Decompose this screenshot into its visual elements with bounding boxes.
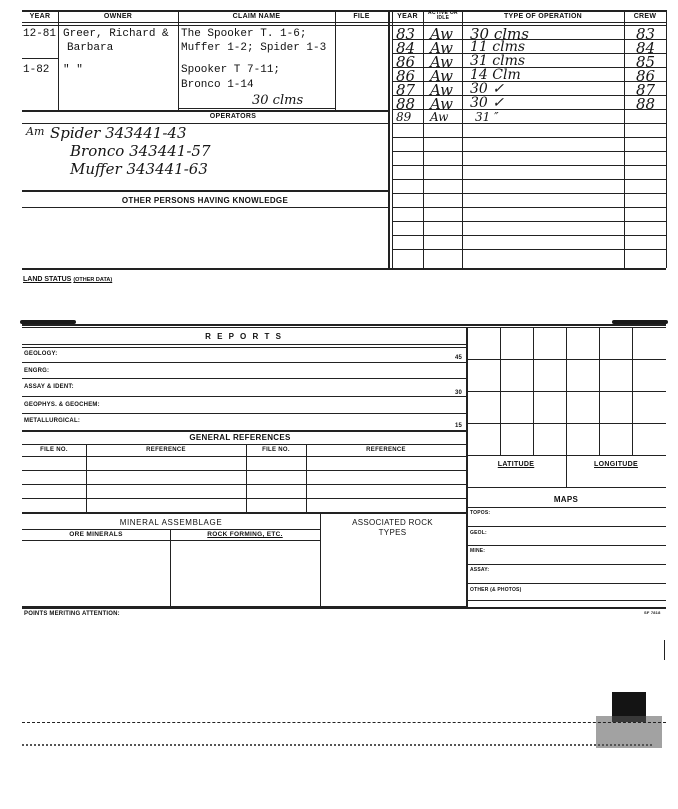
form-code: SF 7818 — [644, 610, 661, 615]
col-divider-year2 — [423, 10, 424, 268]
geology-rule — [22, 362, 466, 363]
maps-header-rule — [466, 507, 666, 508]
activity-rule-13 — [392, 207, 666, 208]
mineral-header-rule — [22, 529, 320, 530]
latlong-divider — [566, 455, 567, 487]
engrg-label: ENGRG: — [24, 368, 50, 374]
file-no-header-2: FILE NO. — [262, 447, 290, 453]
metallurgical-rule — [22, 430, 466, 432]
maps-title: MAPS — [553, 495, 579, 504]
activity-year-2: 84 — [396, 39, 416, 57]
activity-rule-8 — [392, 137, 666, 138]
activity-crew-3: 85 — [636, 53, 656, 71]
tick-15: 15 — [455, 423, 463, 429]
geology-label: GEOLOGY: — [24, 351, 58, 357]
latitude-label: LATITUDE — [497, 461, 535, 468]
activity-status-2: Aw — [430, 39, 453, 57]
operator-entry-2: Bronco 343441-57 — [70, 142, 211, 160]
gen-ref-row-2 — [22, 470, 466, 471]
activity-year-7: 89 — [396, 110, 412, 124]
header-year: YEAR — [29, 13, 51, 20]
activity-year-6: 88 — [396, 95, 416, 113]
other-persons-title: OTHER PERSONS HAVING KNOWLEDGE — [121, 196, 289, 205]
col-divider-file-double — [392, 10, 393, 268]
activity-crew-4: 86 — [636, 67, 656, 85]
col-divider-active — [462, 10, 463, 268]
row-rule-a — [22, 58, 58, 59]
assay-label: ASSAY & IDENT: — [24, 384, 74, 390]
other-persons-rule — [22, 207, 388, 208]
reports-top-border — [22, 324, 666, 326]
topos-label: TOPOS: — [470, 510, 491, 516]
activity-rule-14 — [392, 221, 666, 222]
right-border — [666, 10, 667, 268]
operators-top-rule — [22, 110, 388, 112]
header-crew: CREW — [633, 13, 657, 20]
reference-header-2: REFERENCE — [366, 447, 406, 453]
file-no-header-1: FILE NO. — [40, 447, 68, 453]
engrg-rule — [22, 378, 466, 379]
maps-top-rule — [466, 487, 666, 488]
gen-ref-row-3 — [22, 484, 466, 485]
grid-row-1 — [466, 359, 666, 360]
metallurgical-label: METALLURGICAL: — [24, 418, 81, 424]
gen-ref-col-2 — [246, 444, 247, 512]
ore-minerals-header: ORE MINERALS — [69, 531, 123, 538]
claims-bottom-rule — [178, 108, 335, 109]
header-active-idle: ACTIVE OR IDLE — [428, 10, 458, 21]
activity-operation-5: 30 ✓ — [470, 81, 504, 97]
points-top-rule — [22, 607, 666, 609]
land-status-title: LAND STATUS — [23, 276, 72, 283]
topos-rule — [466, 526, 666, 527]
activity-rule-11 — [392, 179, 666, 180]
col-divider-year — [58, 10, 59, 110]
claim-owner-3: " " — [63, 64, 83, 76]
geol-rule — [466, 545, 666, 546]
mineral-inner-divider — [170, 529, 171, 606]
scan-line-1 — [22, 722, 666, 723]
claim-year-3: 1-82 — [23, 64, 50, 76]
activity-operation-2: 11 clms — [470, 39, 526, 55]
col-divider-claim — [335, 10, 336, 110]
activity-year-5: 87 — [396, 81, 416, 99]
gen-ref-header-rule — [22, 444, 466, 445]
activity-operation-7: 31 ″ — [475, 110, 499, 124]
tick-45: 45 — [455, 355, 463, 361]
reference-header-1: REFERENCE — [146, 447, 186, 453]
activity-year-3: 86 — [396, 53, 416, 71]
mine-rule — [466, 564, 666, 565]
operator-entry-1: Spider 343441-43 — [50, 124, 187, 142]
activity-operation-6: 30 ✓ — [470, 95, 504, 111]
reports-header-rule — [22, 344, 466, 345]
gen-ref-col-3 — [306, 444, 307, 512]
scan-line-2 — [22, 744, 652, 746]
activity-year-1: 83 — [396, 25, 416, 43]
activity-rule-9 — [392, 151, 666, 152]
associated-rock-types: ASSOCIATED ROCK TYPES — [352, 518, 433, 537]
col-divider-owner — [178, 10, 179, 110]
claim-owner-2: Barbara — [67, 42, 114, 54]
activity-status-5: Aw — [430, 81, 453, 99]
claim-name-1: The Spooker T. 1-6; — [181, 28, 307, 40]
activity-crew-5: 87 — [636, 81, 656, 99]
claim-name-3: Spooker T 7-11; — [181, 64, 281, 76]
activity-operation-4: 14 Clm — [470, 67, 521, 83]
points-label: POINTS MERITING ATTENTION: — [24, 611, 120, 617]
activity-status-7: Aw — [430, 110, 449, 124]
header-claim-name: CLAIM NAME — [232, 13, 281, 20]
operator-prefix: Am — [26, 125, 45, 138]
land-status-label — [23, 276, 112, 283]
scan-mark — [664, 640, 665, 660]
mine-label: MINE: — [470, 548, 486, 554]
tick-30: 30 — [455, 390, 463, 396]
operator-entry-3: Muffer 343441-63 — [70, 160, 208, 178]
header-owner: OWNER — [103, 13, 133, 20]
activity-rule-15 — [392, 235, 666, 236]
operators-title: OPERATORS — [209, 113, 257, 120]
grid-row-2 — [466, 391, 666, 392]
other-photos-label: OTHER (& PHOTOS) — [470, 587, 522, 593]
activity-operation-1: 30 clms — [470, 25, 529, 43]
header-year2: YEAR — [397, 13, 418, 20]
mineral-col-divider — [320, 514, 321, 606]
top-border — [22, 10, 666, 12]
activity-crew-6: 88 — [636, 95, 656, 113]
header-file: FILE — [353, 13, 370, 20]
gen-ref-row-1 — [22, 456, 466, 457]
assay-map-rule — [466, 583, 666, 584]
longitude-label: LONGITUDE — [594, 461, 638, 468]
grid-row-3 — [466, 423, 666, 424]
claim-name-2: Muffer 1-2; Spider 1-3 — [181, 42, 327, 54]
reports-title: R E P O R T S — [205, 332, 283, 341]
header-rule — [22, 22, 666, 23]
maps-bottom — [466, 600, 666, 601]
col-divider-file — [388, 10, 390, 268]
col-divider-type — [624, 10, 625, 268]
reports-top-border-double — [22, 327, 666, 328]
activity-rule-12 — [392, 193, 666, 194]
mineral-subheader-rule — [22, 540, 320, 541]
other-persons-top-rule — [22, 190, 388, 192]
reports-header-rule-2 — [22, 347, 466, 348]
gen-ref-bottom — [22, 512, 466, 514]
activity-status-6: Aw — [430, 95, 453, 113]
handwritten-total: 30 clms — [252, 93, 304, 108]
activity-year-4: 86 — [396, 67, 416, 85]
activity-status-3: Aw — [430, 53, 453, 71]
general-references-title: GENERAL REFERENCES — [189, 433, 291, 442]
maps-assay-label: ASSAY: — [470, 567, 490, 573]
geophys-label: GEOPHYS. & GEOCHEM: — [24, 402, 100, 408]
top-table-bottom — [22, 268, 666, 270]
rock-forming-header: ROCK FORMING, ETC. — [207, 531, 283, 538]
header-rule-double — [22, 25, 666, 26]
gen-ref-col-1 — [86, 444, 87, 512]
claim-owner-1: Greer, Richard & — [63, 28, 169, 40]
geol-label: GEOL: — [470, 530, 487, 536]
geophys-rule — [22, 413, 466, 414]
header-type-operation: TYPE OF OPERATION — [503, 13, 583, 20]
claim-year-1: 12-81 — [23, 28, 57, 40]
assay-rule — [22, 396, 466, 397]
mineral-title: MINERAL ASSEMBLAGE — [119, 518, 223, 527]
land-status-sub: (OTHER DATA) — [73, 277, 113, 283]
activity-status-4: Aw — [430, 67, 453, 85]
claim-name-4: Bronco 1-14 — [181, 79, 254, 91]
activity-status-1: Aw — [430, 25, 453, 43]
activity-crew-2: 84 — [636, 39, 656, 57]
activity-crew-1: 83 — [636, 25, 656, 43]
activity-operation-3: 31 clms — [470, 53, 526, 69]
gen-ref-row-4 — [22, 498, 466, 499]
activity-rule-16 — [392, 249, 666, 250]
activity-rule-10 — [392, 165, 666, 166]
